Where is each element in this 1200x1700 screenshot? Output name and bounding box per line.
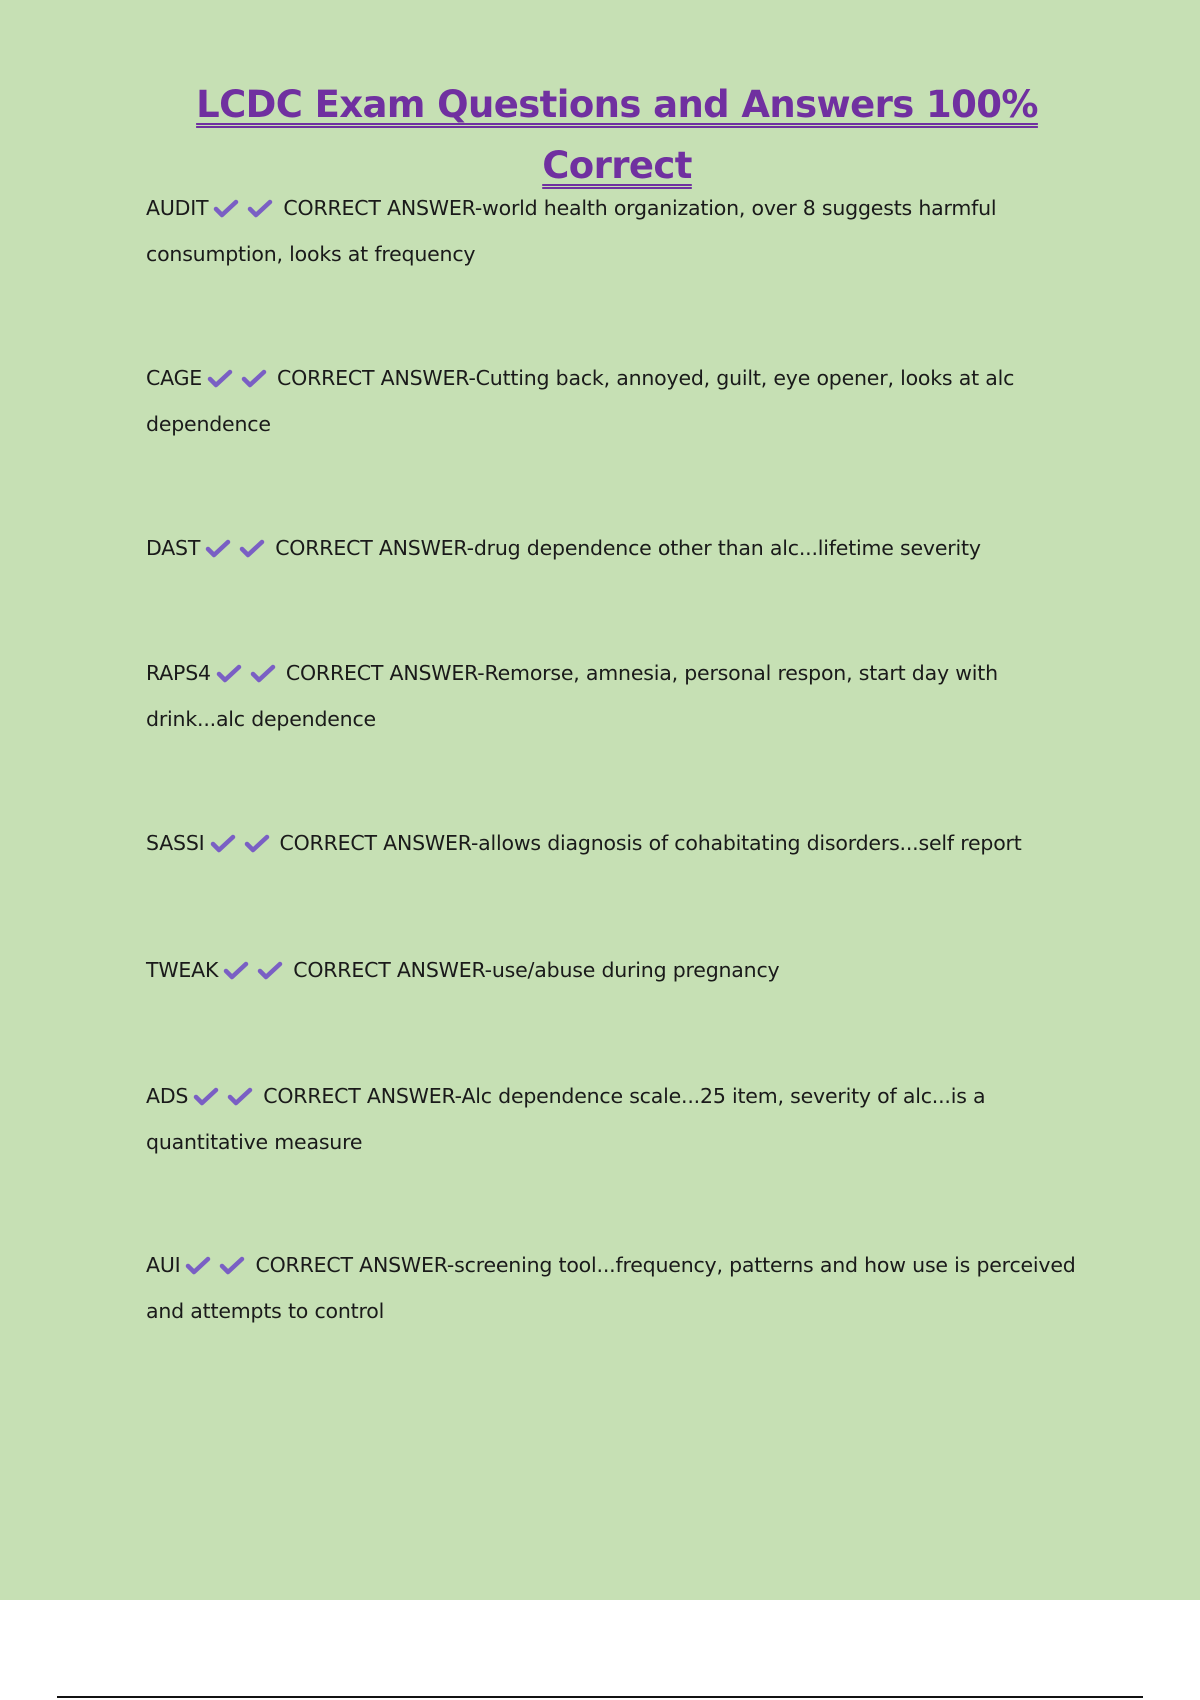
checkmark-icon [216,663,242,683]
checkmark-icon [193,1086,219,1106]
entry-term: DAST [146,536,201,560]
qa-entry-raps4 [146,650,1096,742]
checkmark-icon [227,1086,253,1106]
entry-term: AUI [146,1253,181,1277]
answer-prefix: CORRECT ANSWER- [277,366,476,390]
entry-answer: Cutting back, annoyed, guilt, eye opener, looks at alc dependence [146,366,1015,436]
checkmark-icon [223,960,249,980]
checkmark-icon [239,538,265,558]
entry-term: ADS [146,1084,189,1108]
checkmark-icon [247,198,273,218]
entry-term: TWEAK [146,958,219,982]
entry-term: SASSI [146,831,205,855]
checkmark-icon [219,1255,245,1275]
footer-divider [57,1696,1143,1698]
checkmark-icon [205,538,231,558]
entry-term: CAGE [146,366,203,390]
page-title: LCDC Exam Questions and Answers 100% Correct [196,83,1038,187]
entry-answer: use/abuse during pregnancy [491,958,780,982]
entry-answer: Remorse, amnesia, personal respon, start day with drink...alc dependence [146,661,998,731]
checkmark-icon [207,368,233,388]
checkmark-icon [250,663,276,683]
qa-entry-cage [146,355,1096,447]
checkmark-icon [244,833,270,853]
answer-prefix: CORRECT ANSWER- [283,196,483,220]
qa-entry-audit [146,185,1096,277]
qa-entry-sassi [146,820,1096,866]
qa-entry-ads [146,1073,1096,1165]
qa-entry-tweak [146,947,1096,993]
qa-entry-dast [146,525,1096,571]
checkmark-icon [210,833,236,853]
checkmark-icon [241,368,267,388]
answer-prefix: CORRECT ANSWER- [285,661,485,685]
entry-answer: screening tool...frequency, patterns and how use is perceived and attempts to control [146,1253,1076,1323]
answer-prefix: CORRECT ANSWER- [293,958,492,982]
answer-prefix: CORRECT ANSWER- [275,536,474,560]
entry-answer: world health organization, over 8 suggests harmful consumption, looks at frequency [146,196,997,266]
entry-term: AUDIT [146,196,209,220]
answer-prefix: CORRECT ANSWER- [263,1084,462,1108]
entry-answer: Alc dependence scale...25 item, severity of alc...is a quantitative measure [146,1084,986,1154]
checkmark-icon [257,960,283,980]
answer-prefix: CORRECT ANSWER- [255,1253,455,1277]
entry-answer: drug dependence other than alc...lifetime severity [473,536,981,560]
entry-term: RAPS4 [146,661,211,685]
answer-prefix: CORRECT ANSWER- [279,831,479,855]
qa-entry-aui [146,1242,1096,1334]
checkmark-icon [213,198,239,218]
entry-answer: allows diagnosis of cohabitating disorders...self report [478,831,1022,855]
checkmark-icon [185,1255,211,1275]
